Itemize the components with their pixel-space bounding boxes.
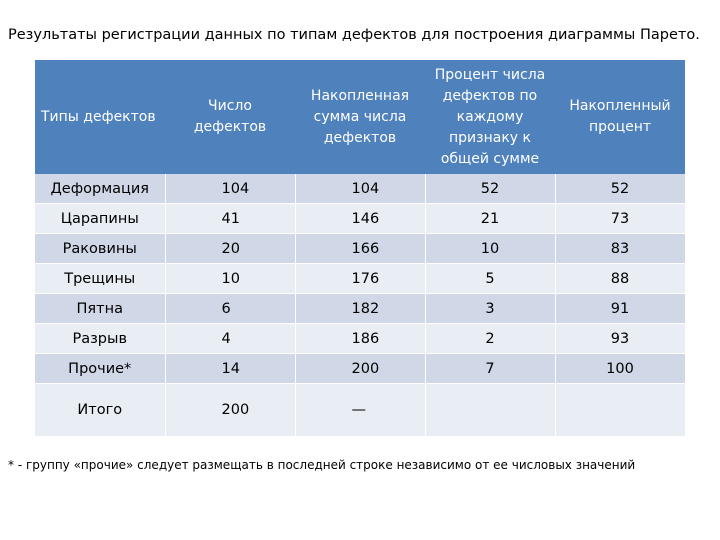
cell-defect-count: 14 <box>165 354 295 384</box>
cell-defect-type: Деформация <box>35 174 165 204</box>
cell-cumulative-percent: 91 <box>555 294 685 324</box>
header-cumulative-sum: Накопленная сумма числа дефектов <box>295 60 425 174</box>
cell-defect-count: 10 <box>165 264 295 294</box>
cell-defect-count: 104 <box>165 174 295 204</box>
cell-cumulative-sum: 176 <box>295 264 425 294</box>
header-defect-type: Типы дефектов <box>35 60 165 174</box>
cell-cumulative-sum: 166 <box>295 234 425 264</box>
table-row <box>35 264 685 294</box>
cell-defect-count: 20 <box>165 234 295 264</box>
cell-defect-type: Итого <box>35 384 165 437</box>
cell-percent: 52 <box>425 174 555 204</box>
cell-cumulative-sum: 104 <box>295 174 425 204</box>
cell-defect-count: 41 <box>165 204 295 234</box>
cell-defect-type: Пятна <box>35 294 165 324</box>
cell-cumulative-sum: 200 <box>295 354 425 384</box>
cell-percent: 7 <box>425 354 555 384</box>
table-header-row <box>35 60 685 174</box>
defects-table-container <box>35 60 685 437</box>
cell-percent: 3 <box>425 294 555 324</box>
table-row <box>35 324 685 354</box>
cell-cumulative-sum: 182 <box>295 294 425 324</box>
cell-cumulative-percent: 93 <box>555 324 685 354</box>
table-row <box>35 294 685 324</box>
cell-defect-type: Разрыв <box>35 324 165 354</box>
table-row <box>35 174 685 204</box>
cell-defect-count: 6 <box>165 294 295 324</box>
header-cumulative-percent: Накопленный процент <box>555 60 685 174</box>
cell-percent: 21 <box>425 204 555 234</box>
cell-percent: 10 <box>425 234 555 264</box>
cell-defect-count: 4 <box>165 324 295 354</box>
cell-cumulative-percent: 73 <box>555 204 685 234</box>
header-defect-count: Число дефектов <box>165 60 295 174</box>
cell-defect-count: 200 <box>165 384 295 437</box>
cell-percent <box>425 384 555 437</box>
total-row <box>35 384 685 437</box>
cell-percent: 2 <box>425 324 555 354</box>
cell-cumulative-sum: — <box>295 384 425 437</box>
cell-cumulative-percent <box>555 384 685 437</box>
cell-defect-type: Царапины <box>35 204 165 234</box>
table-row <box>35 354 685 384</box>
table-row <box>35 204 685 234</box>
defects-table <box>35 60 686 437</box>
header-percent: Процент числа дефектов по каждому признаку к общей сумме <box>425 60 555 174</box>
cell-cumulative-percent: 52 <box>555 174 685 204</box>
cell-percent: 5 <box>425 264 555 294</box>
table-body <box>35 174 685 437</box>
cell-defect-type: Прочие* <box>35 354 165 384</box>
cell-cumulative-percent: 88 <box>555 264 685 294</box>
cell-defect-type: Раковины <box>35 234 165 264</box>
cell-cumulative-sum: 186 <box>295 324 425 354</box>
footnote: * - группу «прочие» следует размещать в последней строке независимо от ее числовых значений <box>8 458 636 472</box>
cell-cumulative-percent: 100 <box>555 354 685 384</box>
cell-cumulative-sum: 146 <box>295 204 425 234</box>
cell-cumulative-percent: 83 <box>555 234 685 264</box>
page-title: Результаты регистрации данных по типам дефектов для построения диаграммы Парето. <box>8 27 700 43</box>
cell-defect-type: Трещины <box>35 264 165 294</box>
table-row <box>35 234 685 264</box>
